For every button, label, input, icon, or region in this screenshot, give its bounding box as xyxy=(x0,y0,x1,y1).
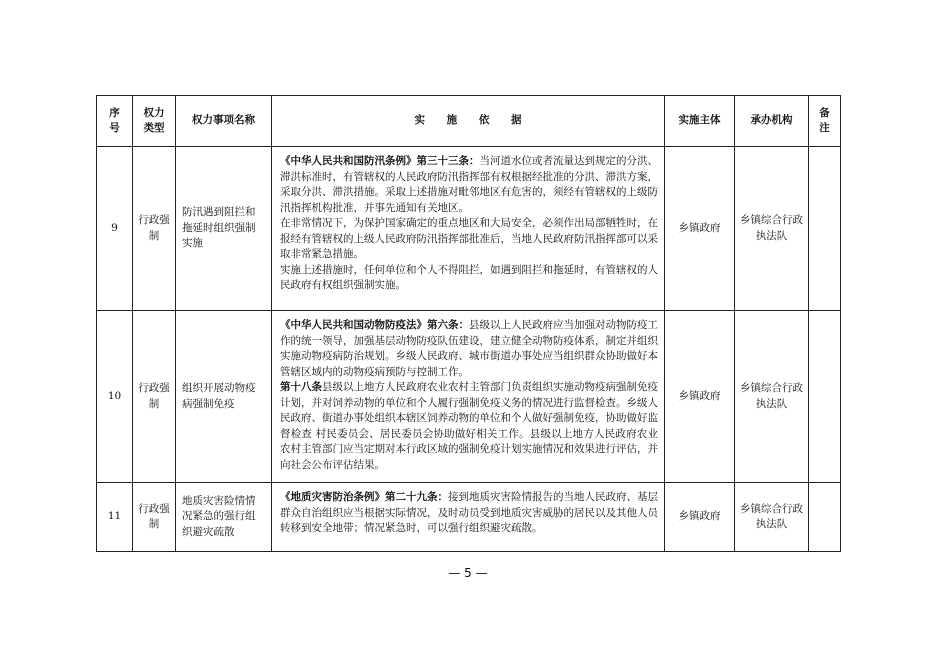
basis-text: 当河道水位或者流量达到规定的分洪、滞洪标准时，有管辖权的人民政府防汛指挥部有权根据经批准的分洪、滞洪方案，采取分洪、滞洪措施。采取上述措施对毗邻地区有危害的，须经有管辖权的上级防汛指挥机构批准，并事先通知有关地区。 xyxy=(280,155,658,214)
row-subject: 乡镇政府 xyxy=(665,483,735,552)
row-org: 乡镇综合行政执法队 xyxy=(735,311,809,483)
row-seq: 11 xyxy=(97,483,133,552)
basis-paragraph xyxy=(280,490,658,537)
row-name: 地质灾害险情情况紧急的强行组织避灾疏散 xyxy=(176,483,272,552)
table-row xyxy=(97,147,841,311)
row-type: 行政强制 xyxy=(133,311,176,483)
page-number: — 5 — xyxy=(448,566,488,580)
power-list-table xyxy=(96,95,841,552)
row-note xyxy=(809,311,841,483)
row-name: 组织开展动物疫病强制免疫 xyxy=(176,311,272,483)
row-subject: 乡镇政府 xyxy=(665,311,735,483)
basis-text: 接到地质灾害险情报告的当地人民政府、基层群众自治组织应当根据实际情况，及时动员受到地质灾害威胁的居民以及其他人员转移到安全地带；情况紧急时，可以强行组织避灾疏散。 xyxy=(280,491,658,534)
basis-paragraph xyxy=(280,216,658,263)
basis-article-title: 《中华人民共和国防汛条例》第三十三条： xyxy=(280,155,480,167)
basis-paragraph xyxy=(280,318,658,380)
basis-paragraph xyxy=(280,154,658,216)
header-note: 备注 xyxy=(809,96,841,147)
row-basis xyxy=(272,483,665,552)
row-seq: 10 xyxy=(97,311,133,483)
header-subject: 实施主体 xyxy=(665,96,735,147)
table-row xyxy=(97,483,841,552)
basis-text: 县级以上地方人民政府农业农村主管部门负责组织实施动物疫病强制免疫计划，并对饲养动物的单位和个人履行强制免疫义务的情况进行监督检查。乡级人民政府、街道办事处组织本辖区饲养动物的单位和个人做好强制免疫，协助做好监督检查 村民委员会、居民委员会协助做好相关工作。县级以上地方人民政府农业农村主管部门应当定期对本行政区域的强制免疫计划实施情况和效果进行评估，并向社会公布评估结果。 xyxy=(280,381,658,471)
basis-article-title: 《中华人民共和国动物防疫法》第六条： xyxy=(280,319,469,331)
row-type: 行政强制 xyxy=(133,483,176,552)
header-basis: 实 施 依 据 xyxy=(272,96,665,147)
row-subject: 乡镇政府 xyxy=(665,147,735,311)
basis-text: 实施上述措施时，任何单位和个人不得阻拦，如遇到阻拦和拖延时，有管辖权的人民政府有权组织强制实施。 xyxy=(280,263,658,291)
basis-article-title: 《地质灾害防治条例》第二十九条： xyxy=(280,491,448,503)
row-name: 防汛遇到阻拦和拖延时组织强制实施 xyxy=(176,147,272,311)
basis-article-title: 第十八条 xyxy=(280,381,322,393)
header-name: 权力事项名称 xyxy=(176,96,272,147)
basis-text: 县级以上人民政府应当加强对动物防疫工作的统一领导，加强基层动物防疫队伍建设，建立健全动物防疫体系，制定并组织实施动物疫病防治规划。乡级人民政府、城市街道办事处应当组织群众协助做好本管辖区域内的动物疫病预防与控制工作。 xyxy=(280,319,658,378)
row-org: 乡镇综合行政执法队 xyxy=(735,483,809,552)
basis-paragraph xyxy=(280,380,658,473)
basis-text: 在非常情况下，为保护国家确定的重点地区和大局安全，必须作出局部牺牲时，在报经有管辖权的上级人民政府防汛指挥部批准后，当地人民政府防汛指挥部可以采取非常紧急措施。 xyxy=(280,217,658,260)
header-type: 权力类型 xyxy=(133,96,176,147)
row-basis xyxy=(272,147,665,311)
header-org: 承办机构 xyxy=(735,96,809,147)
table-row xyxy=(97,311,841,483)
row-type: 行政强制 xyxy=(133,147,176,311)
row-basis xyxy=(272,311,665,483)
basis-paragraph xyxy=(280,263,658,294)
row-note xyxy=(809,483,841,552)
header-seq: 序号 xyxy=(97,96,133,147)
row-seq: 9 xyxy=(97,147,133,311)
table-header-row xyxy=(97,96,841,147)
row-org: 乡镇综合行政执法队 xyxy=(735,147,809,311)
row-note xyxy=(809,147,841,311)
